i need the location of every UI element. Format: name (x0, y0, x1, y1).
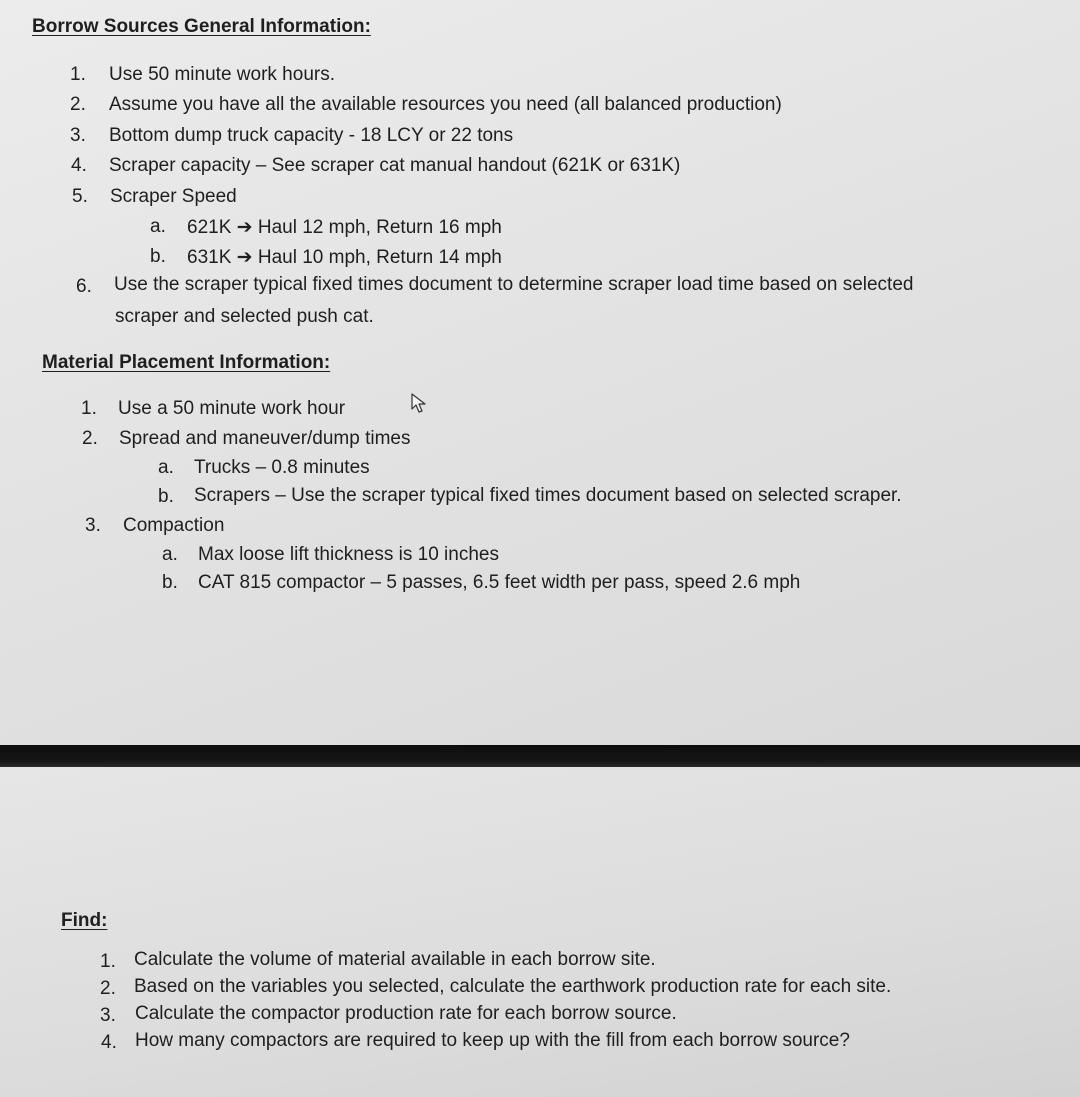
borrow-item-text: Scraper capacity – See scraper cat manual handout (621K or 631K) (109, 155, 681, 176)
placement-item-text: Use a 50 minute work hour (118, 398, 346, 419)
placement-subitem-text: Trucks – 0.8 minutes (194, 457, 370, 478)
right-arrow-icon: ➔ (236, 247, 253, 268)
borrow-item-text: Use the scraper typical fixed times document to determine scraper load time based on selected (114, 274, 914, 295)
borrow-item-number: 2. (70, 94, 86, 115)
find-item-text: Based on the variables you selected, calculate the earthwork production rate for each site. (134, 976, 892, 997)
find-item-number: 1. (100, 951, 116, 972)
speed-item-631k (187, 246, 502, 269)
speed-model: 621K (187, 217, 232, 238)
find-heading: Find: (61, 910, 108, 931)
borrow-item-number: 1. (70, 64, 86, 85)
borrow-sources-heading: Borrow Sources General Information: (32, 16, 371, 37)
speed-item-621k (187, 216, 502, 239)
speed-item-letter: b. (150, 246, 166, 267)
borrow-item-text: Scraper Speed (110, 186, 237, 207)
mouse-pointer-icon (410, 392, 428, 414)
speed-text: Haul 12 mph, Return 16 mph (257, 217, 502, 238)
speed-item-letter: a. (150, 216, 166, 237)
placement-subitem-text: CAT 815 compactor – 5 passes, 6.5 feet width per pass, speed 2.6 mph (198, 572, 801, 593)
find-item-number: 2. (100, 978, 116, 999)
placement-subitem-letter: b. (158, 486, 174, 507)
borrow-item-number: 3. (70, 125, 86, 146)
find-item-text: How many compactors are required to keep up with the fill from each borrow source? (135, 1030, 850, 1051)
placement-subitem-text: Scrapers – Use the scraper typical fixed times document based on selected scraper. (194, 485, 902, 506)
borrow-item-text: Assume you have all the available resources you need (all balanced production) (109, 94, 782, 115)
borrow-item-text: Use 50 minute work hours. (109, 64, 335, 85)
right-arrow-icon: ➔ (236, 217, 253, 238)
speed-model: 631K (187, 247, 232, 268)
borrow-item-number: 4. (71, 155, 87, 176)
placement-item-number: 2. (82, 428, 98, 449)
placement-subitem-letter: a. (158, 457, 174, 478)
borrow-item-number: 5. (72, 186, 88, 207)
find-item-text: Calculate the volume of material available in each borrow site. (134, 949, 656, 970)
speed-text: Haul 10 mph, Return 14 mph (257, 247, 502, 268)
find-item-number: 3. (100, 1005, 116, 1026)
placement-subitem-text: Max loose lift thickness is 10 inches (198, 544, 499, 565)
screen-divider-bar (0, 745, 1080, 767)
material-placement-heading: Material Placement Information: (42, 352, 331, 373)
placement-item-text: Spread and maneuver/dump times (119, 428, 411, 449)
borrow-item-text: Bottom dump truck capacity - 18 LCY or 22 tons (109, 125, 514, 146)
borrow-item-number: 6. (76, 276, 92, 297)
placement-item-number: 1. (81, 398, 97, 419)
placement-subitem-letter: b. (162, 572, 178, 593)
placement-item-number: 3. (85, 515, 101, 536)
placement-item-text: Compaction (123, 515, 225, 536)
borrow-item-text-continued: scraper and selected push cat. (115, 306, 374, 327)
placement-subitem-letter: a. (162, 544, 178, 565)
find-item-text: Calculate the compactor production rate for each borrow source. (135, 1003, 677, 1024)
find-item-number: 4. (101, 1032, 117, 1053)
